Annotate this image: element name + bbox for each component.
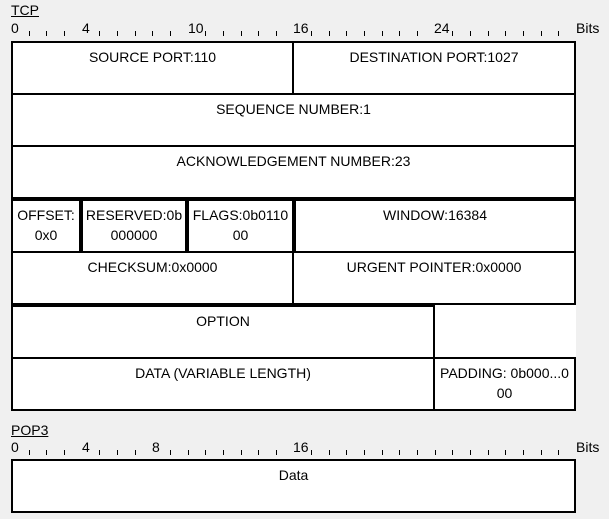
ruler-tick <box>488 31 489 36</box>
ruler-tick <box>170 450 171 455</box>
pop3-ruler-units: Bits <box>576 439 600 455</box>
ruler-tick <box>311 450 312 455</box>
ruler-tick <box>346 31 347 36</box>
ruler-tick <box>399 31 400 36</box>
ruler-tick <box>523 31 524 36</box>
tcp-ruler-label: 24 <box>434 20 450 36</box>
ruler-tick <box>117 31 118 36</box>
pop3-bit-ruler <box>0 439 609 459</box>
tcp-title: TCP <box>11 2 39 18</box>
ruler-tick <box>117 450 118 455</box>
tcp-bit-ruler <box>0 20 609 40</box>
flags-field: FLAGS:0b011000 <box>187 199 294 253</box>
ruler-tick <box>523 450 524 455</box>
destination-port-field: DESTINATION PORT:1027 <box>292 41 576 95</box>
padding-field: PADDING: 0b000...000 <box>433 357 576 411</box>
ruler-tick <box>135 450 136 455</box>
ruler-tick <box>46 31 47 36</box>
ruler-tick <box>99 31 100 36</box>
ruler-tick <box>241 450 242 455</box>
tcp-ruler-label: 4 <box>82 20 90 36</box>
ruler-tick <box>99 450 100 455</box>
ruler-tick <box>452 31 453 36</box>
tcp-header-diagram <box>11 41 576 411</box>
checksum-field: CHECKSUM:0x0000 <box>11 251 294 305</box>
ruler-tick <box>558 31 559 36</box>
ruler-tick <box>64 31 65 36</box>
ruler-tick <box>152 31 153 36</box>
option-empty-field <box>433 305 576 359</box>
data-field: DATA (VARIABLE LENGTH) <box>11 357 435 411</box>
pop3-ruler-label: 4 <box>82 439 90 455</box>
pop3-ruler-label: 16 <box>293 439 309 455</box>
window-field: WINDOW:16384 <box>294 199 576 253</box>
ruler-tick <box>311 31 312 36</box>
ruler-tick <box>488 450 489 455</box>
ruler-tick <box>29 31 30 36</box>
tcp-ruler-units: Bits <box>576 20 600 36</box>
ruler-tick <box>170 31 171 36</box>
ruler-tick <box>505 31 506 36</box>
ruler-tick <box>329 450 330 455</box>
ruler-tick <box>364 31 365 36</box>
ruler-tick <box>258 31 259 36</box>
ruler-tick <box>135 31 136 36</box>
source-port-field: SOURCE PORT:110 <box>11 41 294 95</box>
ruler-tick <box>470 31 471 36</box>
urgent-pointer-field: URGENT POINTER:0x0000 <box>292 251 576 305</box>
ruler-tick <box>452 450 453 455</box>
ruler-tick <box>417 31 418 36</box>
ruler-tick <box>223 31 224 36</box>
ruler-tick <box>470 450 471 455</box>
ruler-tick <box>46 450 47 455</box>
ruler-tick <box>276 31 277 36</box>
offset-field: OFFSET:0x0 <box>11 199 81 253</box>
ruler-tick <box>258 450 259 455</box>
pop3-ruler-label: 8 <box>152 439 160 455</box>
ruler-tick <box>541 450 542 455</box>
ruler-tick <box>188 450 189 455</box>
ruler-tick <box>29 450 30 455</box>
acknowledgement-number-field: ACKNOWLEDGEMENT NUMBER:23 <box>11 145 576 199</box>
pop3-diagram <box>11 459 576 513</box>
ruler-tick <box>382 31 383 36</box>
ruler-tick <box>505 450 506 455</box>
option-field: OPTION <box>11 305 435 359</box>
ruler-tick <box>558 450 559 455</box>
ruler-tick <box>205 450 206 455</box>
ruler-tick <box>399 450 400 455</box>
pop3-title: POP3 <box>11 422 49 438</box>
ruler-tick <box>241 31 242 36</box>
ruler-tick <box>346 450 347 455</box>
tcp-ruler-label: 16 <box>293 20 309 36</box>
pop3-data-field: Data <box>11 459 576 513</box>
ruler-tick <box>435 450 436 455</box>
ruler-tick <box>64 450 65 455</box>
reserved-field: RESERVED:0b000000 <box>81 199 187 253</box>
ruler-tick <box>276 450 277 455</box>
ruler-tick <box>223 450 224 455</box>
pop3-ruler-label: 0 <box>11 439 19 455</box>
ruler-tick <box>417 450 418 455</box>
sequence-number-field: SEQUENCE NUMBER:1 <box>11 93 576 147</box>
ruler-tick <box>205 31 206 36</box>
ruler-tick <box>382 450 383 455</box>
tcp-ruler-label: 10 <box>188 20 204 36</box>
tcp-ruler-label: 0 <box>11 20 19 36</box>
ruler-tick <box>541 31 542 36</box>
ruler-tick <box>329 31 330 36</box>
ruler-tick <box>364 450 365 455</box>
